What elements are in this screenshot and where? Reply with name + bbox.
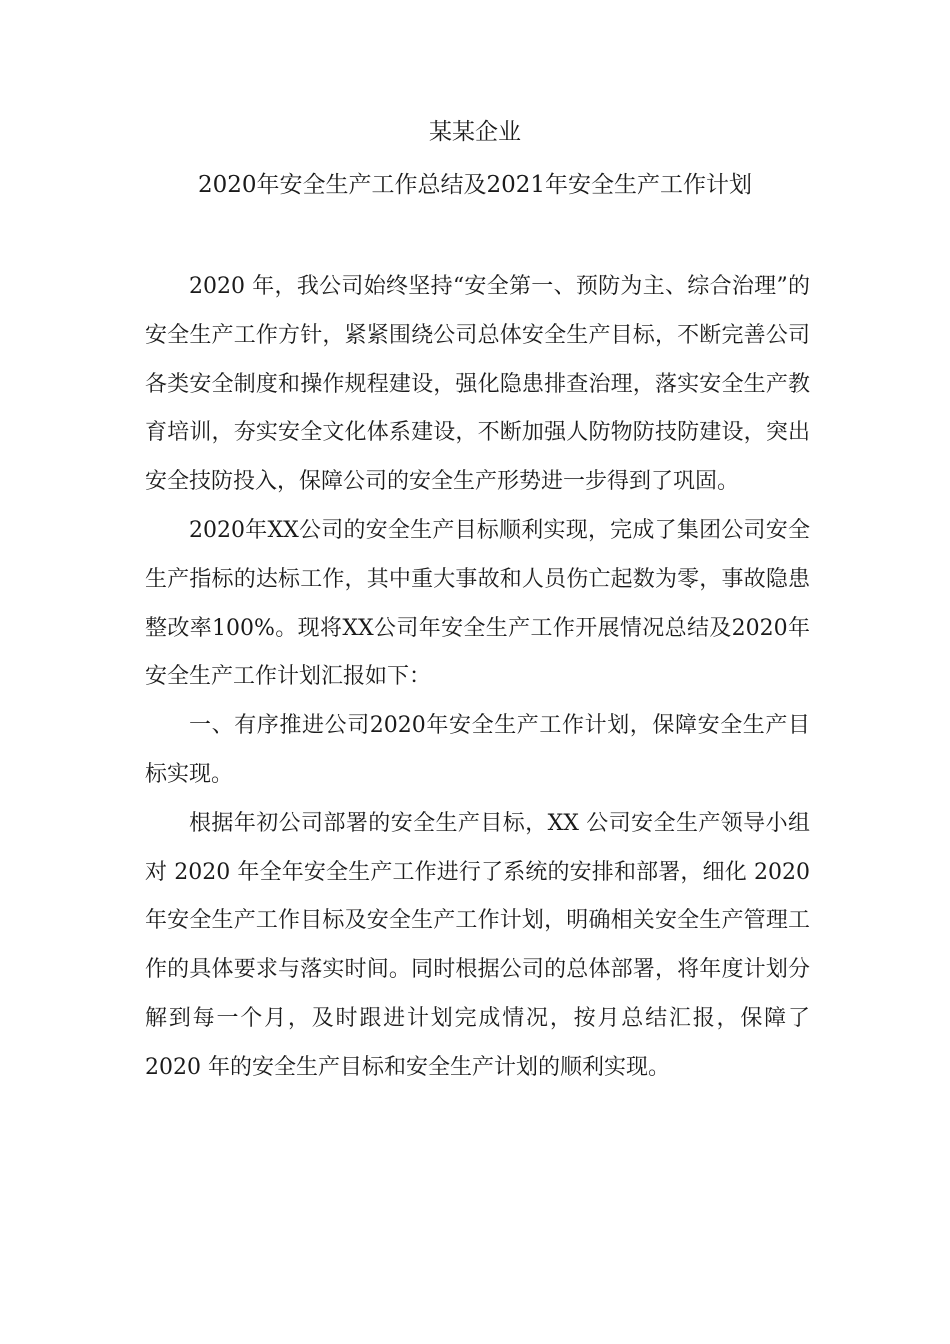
paragraph-plan: 根据年初公司部署的安全生产目标，XX 公司安全生产领导小组对 2020 年全年安全生产工作进行了系统的安排和部署，细化 2020 年安全生产工作目标及安全生产工作计划，明确相关安全生产管理工作的具体要求与落实时间。同时根据公司的总体部署，将年度计划分解到每一个月，及时跟进计划完成情况，按月总结汇报，保障了 2020 年的安全生产目标和安全生产计划的顺利实现。 bbox=[145, 810, 810, 1080]
document-title-main: 2020年安全生产工作总结及2021年安全生产工作计划 bbox=[197, 172, 753, 198]
paragraph-section-heading: 一、有序推进公司2020年安全生产工作计划，保障安全生产目标实现。 bbox=[145, 713, 810, 787]
paragraph-targets: 2020年XX公司的安全生产目标顺利实现，完成了集团公司安全生产指标的达标工作，其中重大事故和人员伤亡起数为零，事故隐患整改率100%。现将XX公司年安全生产工作开展情况总结及2020年安全生产工作计划汇报如下： bbox=[145, 517, 810, 690]
document-title-company: 某某企业 bbox=[429, 119, 521, 145]
paragraph-intro: 2020 年，我公司始终坚持“安全第一、预防为主、综合治理”的安全生产工作方针，紧紧围绕公司总体安全生产目标，不断完善公司各类安全制度和操作规程建设，强化隐患排查治理，落实安全生产教育培训，夯实安全文化体系建设，不断加强人防物防技防建设，突出安全技防投入，保障公司的安全生产形势进一步得到了巩固。 bbox=[145, 274, 810, 495]
document-body bbox=[145, 263, 810, 1093]
